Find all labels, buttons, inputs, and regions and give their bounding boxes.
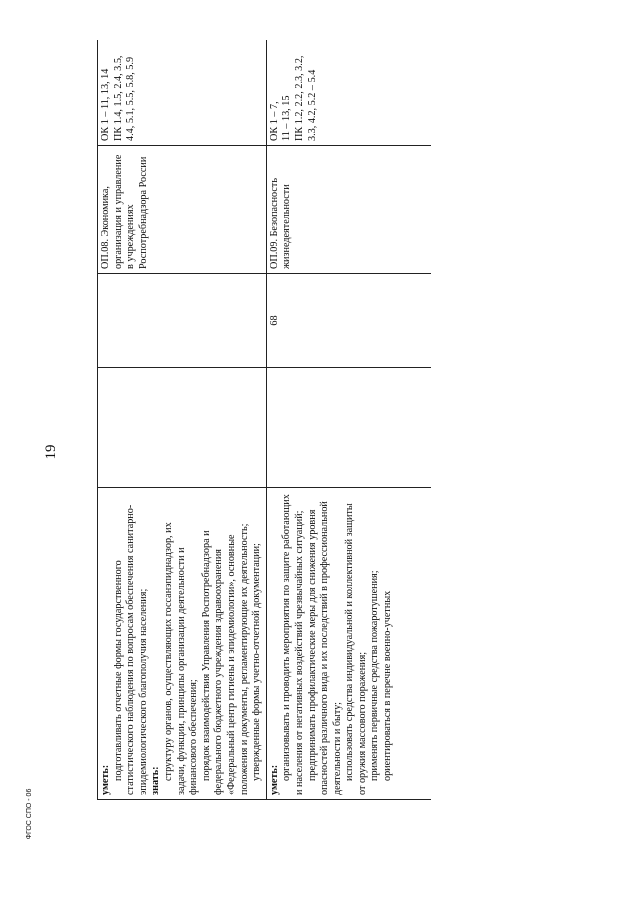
skills-heading: уметь: <box>100 764 111 795</box>
skills-knowledge-cell <box>98 488 267 800</box>
skill-item: применять первичные средства пожаротушения; <box>369 570 381 781</box>
hours-mandatory-cell: 68 <box>266 274 431 368</box>
knowledge-item: порядок взаимодействия Управления Роспотребнадзора и федерального бюджетного учреждения здравоохранения «Федеральный центр гигиены и эпидемиологии», основные положения и документы, регламентирующие их деятельность; <box>200 523 250 795</box>
skills-knowledge-cell <box>266 488 431 800</box>
skill-item: подготавливать отчетные формы государственного статистического наблюдения по вопросам обеспечения санитарно-эпидемиологического благополучия населения; <box>112 504 149 795</box>
competency-table <box>97 40 431 800</box>
competencies-cell: ОК 1 – 7, 11 – 13, 15 ПК 1.2, 2.2, 2.3, 3.2, 3.3, 4.2, 5.2 – 5.4 <box>266 40 431 146</box>
page-number: 19 <box>43 444 59 460</box>
knowledge-heading: знать: <box>150 766 162 795</box>
competencies-cell: ОК 1 – 11, 13, 14 ПК 1.4, 1.5, 2.4, 3.5, 4.4, 5.1, 5.5, 5.8, 5.9 <box>98 40 267 146</box>
table-row <box>266 40 431 800</box>
skills-heading: уметь: <box>268 764 280 795</box>
skill-item: ориентироваться в перечне военно-учетных <box>382 590 394 781</box>
skill-item: организовывать и проводить мероприятия по защите работающих и населения от негативных воздействий чрезвычайных ситуаций; <box>281 494 305 795</box>
discipline-cell: ОП.09. Безопасность жизнедеятельности <box>266 146 431 274</box>
hours-total-cell <box>98 368 267 488</box>
hours-total-cell <box>266 368 431 488</box>
skill-item: предпринимать профилактические меры для снижения уровня опасностей различного вида и их последствий в профессиональной деятельности и быту; <box>306 501 343 795</box>
table-row <box>98 40 267 800</box>
discipline-cell: ОП.08. Экономика, организация и управление в учреждениях Роспотребнадзора России <box>98 146 267 274</box>
competency-table-container <box>97 40 431 800</box>
knowledge-item: утвержденные формы учетно-отчетной документации; <box>251 543 263 781</box>
knowledge-item: структуру органов, осуществляющих госсанэпиднадзор, их задачи, функции, принципы организации деятельности и финансового обеспечения; <box>162 522 200 795</box>
hours-mandatory-cell <box>98 274 267 368</box>
document-footer-code: ФГОС СПО - 06 <box>26 788 33 840</box>
skill-item: использовать средства индивидуальной и коллективной защиты от оружия массового поражения; <box>344 503 368 795</box>
